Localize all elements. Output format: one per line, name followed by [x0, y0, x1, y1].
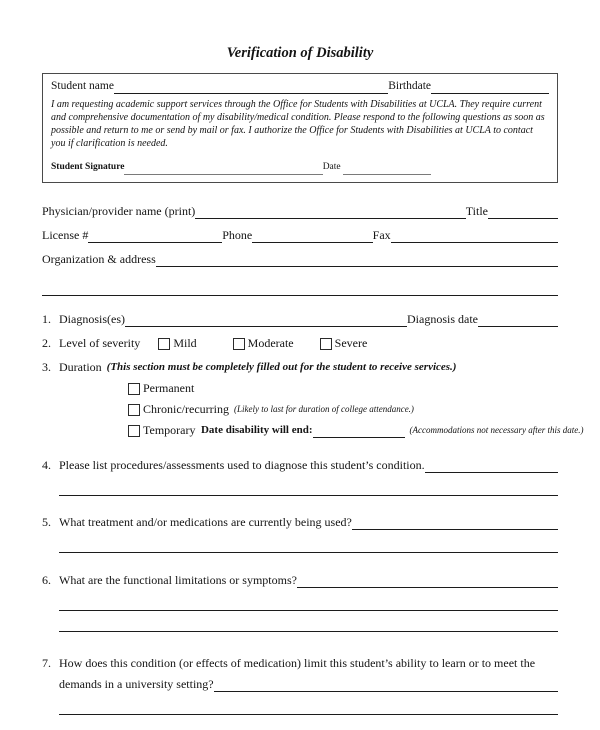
phone-field[interactable]	[252, 230, 372, 243]
q5-label: What treatment and/or medications are currently being used?	[59, 515, 352, 529]
disability-end-date-field[interactable]	[313, 425, 405, 438]
form-title: Verification of Disability	[226, 45, 374, 61]
q4-label: Please list procedures/assessments used to diagnose this student’s condition.	[59, 458, 425, 472]
q6-field-line2[interactable]	[59, 588, 558, 611]
student-name-label: Student name	[51, 80, 114, 92]
permanent-label: Permanent	[143, 381, 195, 395]
temporary-checkbox[interactable]	[128, 425, 140, 437]
signature-date-field[interactable]	[343, 164, 431, 175]
mild-label: Mild	[173, 336, 197, 350]
permanent-checkbox[interactable]	[128, 383, 140, 395]
question-2	[42, 336, 558, 351]
organization-row	[42, 252, 558, 267]
moderate-checkbox[interactable]	[233, 338, 245, 350]
q3-note: (This section must be completely filled out for the student to receive services.)	[106, 361, 457, 373]
fax-label: Fax	[372, 228, 391, 242]
severity-option-severe	[320, 336, 368, 351]
diagnosis-field[interactable]	[125, 314, 407, 327]
license-label: License #	[42, 228, 89, 242]
chronic-checkbox[interactable]	[128, 404, 140, 416]
q4-field-line2[interactable]	[59, 473, 558, 496]
question-list	[42, 312, 584, 730]
duration-option-temporary	[128, 423, 584, 438]
temporary-note: (Accommodations not necessary after this date.)	[409, 425, 584, 435]
severe-checkbox[interactable]	[320, 338, 332, 350]
temporary-label: Temporary	[143, 423, 196, 437]
q7-label-line1: How does this condition (or effects of medication) limit this student’s ability to learn or to meet the	[59, 656, 536, 670]
q4-number: 4.	[42, 458, 51, 472]
q5-field[interactable]	[352, 517, 558, 530]
q3-number: 3.	[42, 360, 51, 374]
q2-label: Level of severity	[59, 336, 141, 350]
chronic-note: (Likely to last for duration of college attendance.)	[233, 404, 414, 414]
q1-label: Diagnosis(es)	[59, 312, 125, 326]
signature-date-label: Date	[322, 162, 343, 172]
q6-field[interactable]	[297, 575, 558, 588]
q4-field[interactable]	[425, 460, 558, 473]
license-field[interactable]	[88, 230, 222, 243]
physician-name-label: Physician/provider name (print)	[42, 204, 196, 218]
q7-number: 7.	[42, 656, 51, 670]
fax-field[interactable]	[391, 230, 558, 243]
organization-label: Organization & address	[42, 252, 156, 266]
question-1	[42, 312, 558, 327]
signature-row	[51, 160, 549, 175]
question-3	[42, 360, 558, 375]
q2-number: 2.	[42, 336, 51, 350]
q1-number: 1.	[42, 312, 51, 326]
organization-field-line2[interactable]	[42, 279, 558, 296]
title-label: Title	[465, 204, 488, 218]
q7-field-line3[interactable]	[59, 715, 558, 730]
physician-name-field[interactable]	[195, 206, 465, 219]
severe-label: Severe	[334, 336, 368, 350]
mild-checkbox[interactable]	[158, 338, 170, 350]
question-7-line2	[59, 677, 558, 692]
severity-option-moderate	[233, 336, 294, 351]
q6-number: 6.	[42, 573, 51, 587]
student-name-row	[51, 79, 549, 94]
license-phone-fax-row	[42, 228, 558, 243]
q3-label: Duration	[59, 360, 102, 374]
diagnosis-date-field[interactable]	[478, 314, 558, 327]
title-field[interactable]	[488, 206, 558, 219]
q7-label-line2: demands in a university setting?	[59, 677, 214, 691]
q6-field-line3[interactable]	[59, 611, 558, 632]
question-6	[42, 573, 558, 588]
severity-option-mild	[158, 336, 196, 351]
signature-label: Student Signature	[51, 162, 125, 172]
duration-option-chronic	[128, 402, 558, 417]
question-4	[42, 458, 558, 473]
q6-label: What are the functional limitations or symptoms?	[59, 573, 297, 587]
phone-label: Phone	[222, 228, 253, 242]
authorization-text: I am requesting academic support services through the Office for Students with Disabilities at UCLA. They require current and comprehensive documentation of my disability/medical condition. Please respond to the following questions as soon as possible and return to me or send by mail or fax. I authorize the Office for Students with Disabilities at UCLA to contact you if clarification is needed.	[51, 99, 545, 149]
birthdate-label: Birthdate	[388, 80, 431, 92]
end-date-label: Date disability will end:	[195, 424, 313, 436]
diagnosis-date-label: Diagnosis date	[407, 312, 478, 326]
student-info-box	[42, 73, 558, 183]
organization-field[interactable]	[156, 254, 558, 267]
chronic-label: Chronic/recurring	[143, 402, 229, 416]
duration-option-permanent	[128, 381, 558, 396]
physician-name-row	[42, 204, 558, 219]
q5-number: 5.	[42, 515, 51, 529]
signature-field[interactable]	[124, 164, 322, 175]
moderate-label: Moderate	[247, 336, 294, 350]
question-7	[42, 656, 558, 671]
q5-field-line2[interactable]	[59, 530, 558, 553]
q7-field-line2[interactable]	[59, 692, 558, 715]
birthdate-field[interactable]	[431, 81, 549, 94]
q7-field[interactable]	[214, 679, 558, 692]
question-5	[42, 515, 558, 530]
student-name-field[interactable]	[114, 81, 388, 94]
